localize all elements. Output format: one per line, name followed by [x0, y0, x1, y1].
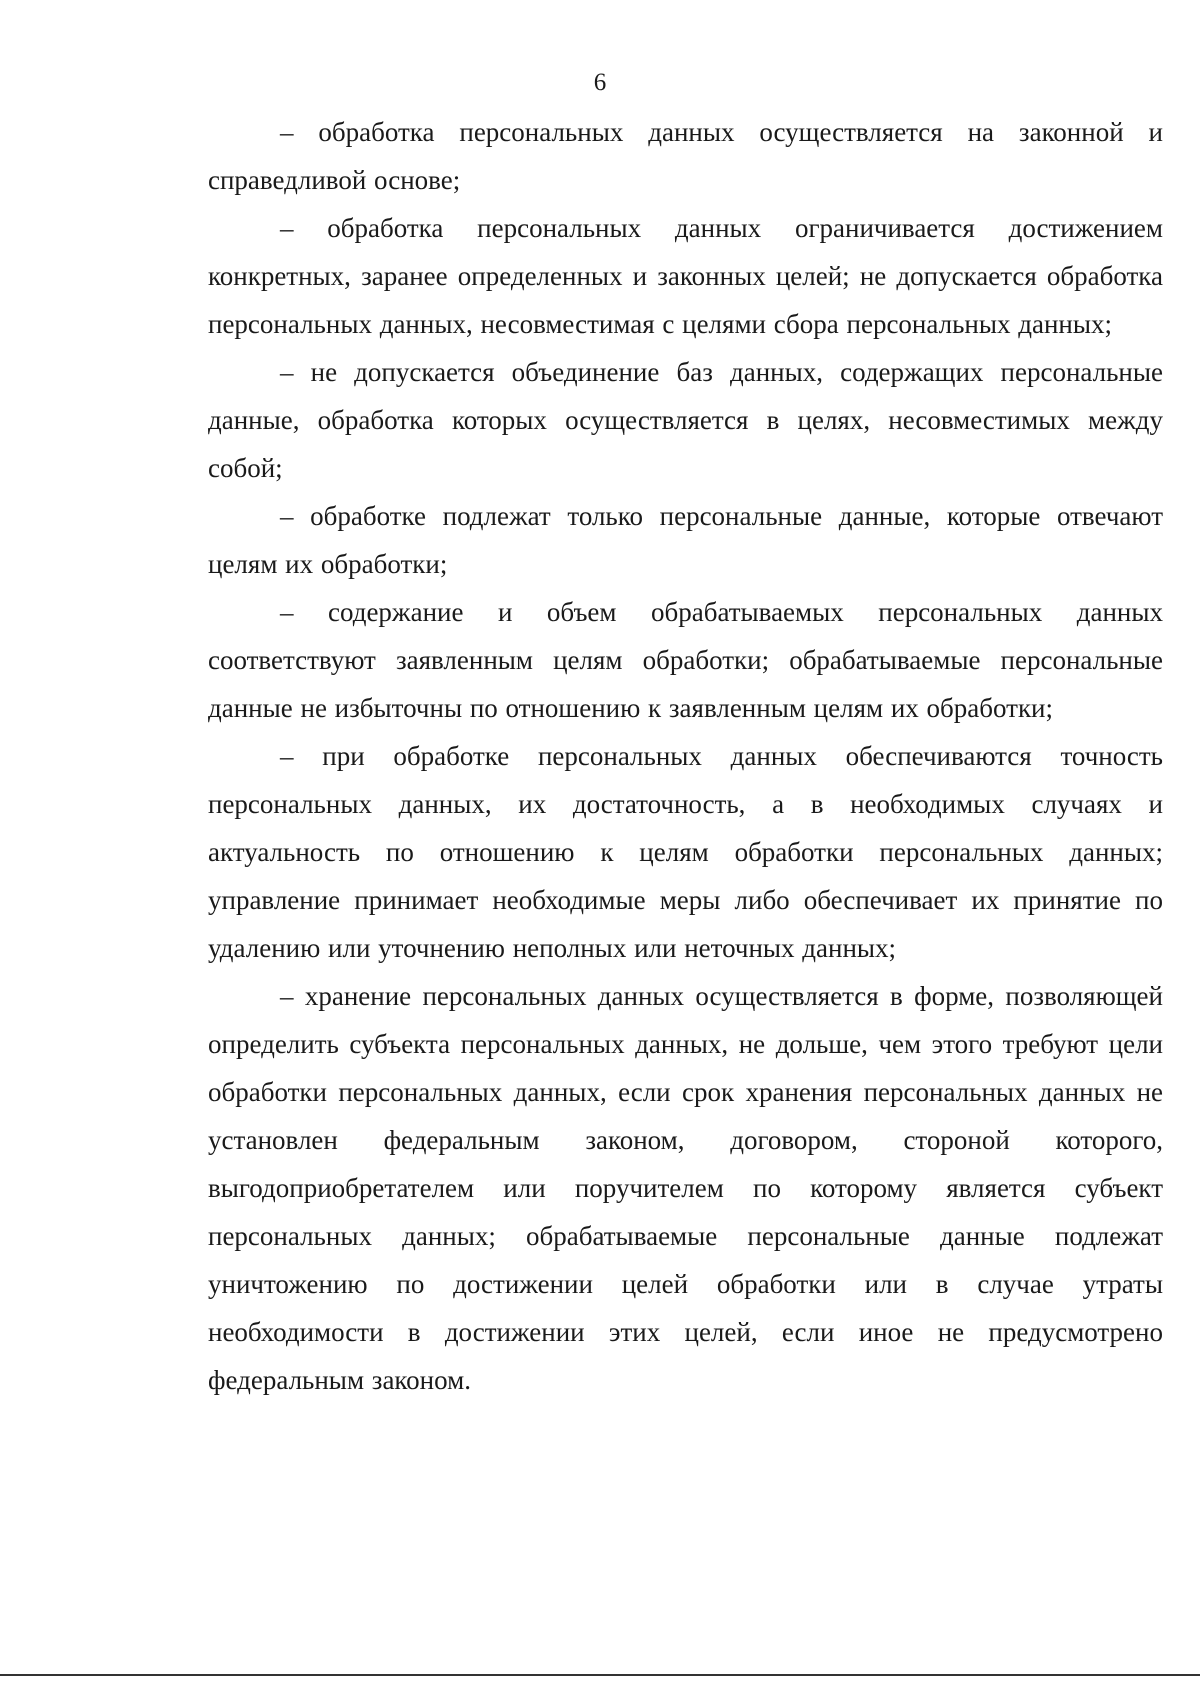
list-item: – содержание и объем обрабатываемых персональных данных соответствуют заявленным целям обработки; обрабатываемые персональные данные не избыточны по отношению к заявленным целям их обработки;: [208, 597, 1163, 723]
list-item: – обработка персональных данных осуществляется на законной и справедливой основе;: [208, 117, 1163, 195]
document-body: [208, 108, 1163, 1404]
list-item: – при обработке персональных данных обеспечиваются точность персональных данных, их достаточность, а в необходимых случаях и актуальность по отношению к целям обработки персональных данных; управление принимает необходимые меры либо обеспечивает их принятие по удалению или уточнению неполных или неточных данных;: [208, 741, 1163, 963]
list-item: – не допускается объединение баз данных, содержащих персональные данные, обработка которых осуществляется в целях, несовместимых между собой;: [208, 357, 1163, 483]
page-number: 6: [593, 69, 607, 96]
page-bottom-divider: [0, 1674, 1200, 1676]
list-item: – хранение персональных данных осуществляется в форме, позволяющей определить субъекта персональных данных, не дольше, чем этого требуют цели обработки персональных данных, если срок хранения персональных данных не установлен федеральным законом, договором, стороной которого, выгодоприобретателем или поручителем по которому является субъект персональных данных; обрабатываемые персональные данные подлежат уничтожению по достижении целей обработки или в случае утраты необходимости в достижении этих целей, если иное не предусмотрено федеральным законом.: [208, 981, 1163, 1395]
list-item: – обработке подлежат только персональные данные, которые отвечают целям их обработки;: [208, 501, 1163, 579]
list-item: – обработка персональных данных ограничивается достижением конкретных, заранее определенных и законных целей; не допускается обработка персональных данных, несовместимая с целями сбора персональных данных;: [208, 213, 1163, 339]
